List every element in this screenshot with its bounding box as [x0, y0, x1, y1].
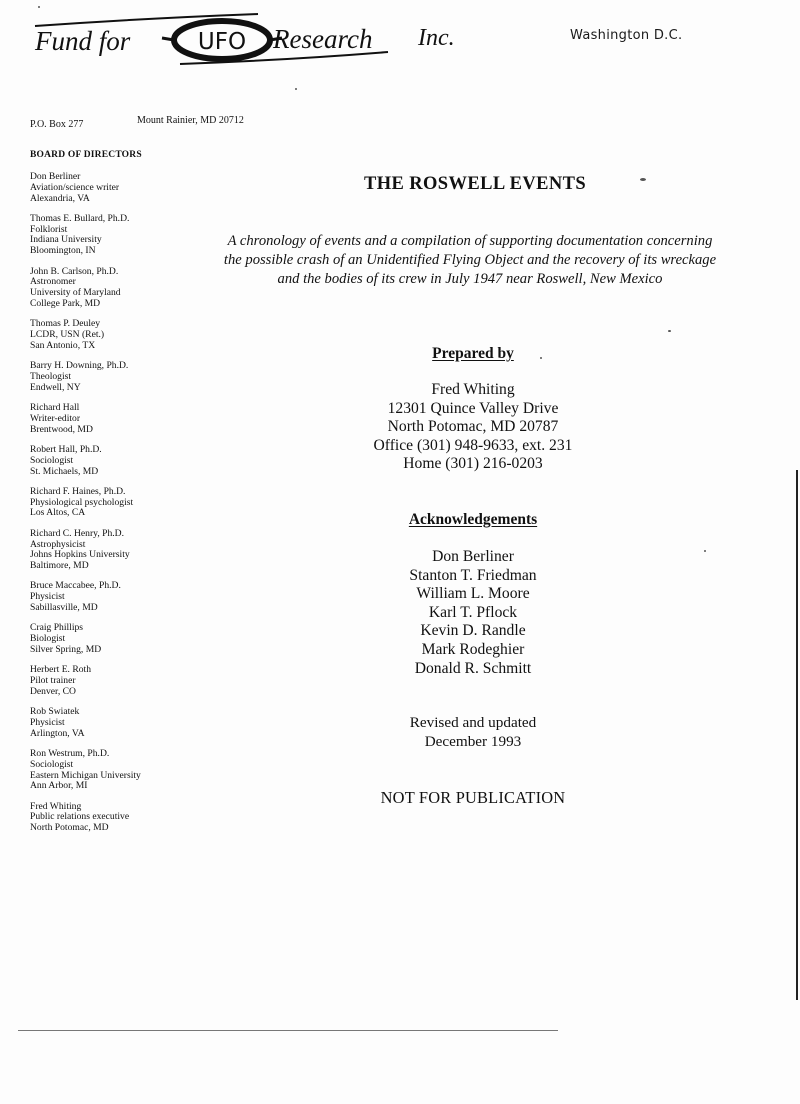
- board-member: [30, 214, 210, 257]
- board-member-detail: Arlington, VA: [30, 727, 85, 739]
- preparer-name: Fred Whiting: [431, 381, 515, 398]
- acknowledgements-heading: Acknowledgements: [408, 511, 538, 528]
- board-member-detail: Brentwood, MD: [30, 423, 93, 435]
- board-member: [30, 172, 210, 204]
- scan-speck: [295, 88, 297, 90]
- board-member-detail: Physicist: [30, 716, 65, 728]
- board-member-detail: Aviation/science writer: [30, 181, 120, 193]
- ack-name: Stanton T. Friedman: [409, 566, 537, 584]
- board-member-detail: University of Maryland: [30, 287, 121, 299]
- prepared-by-heading: Prepared by: [432, 345, 514, 362]
- board-member-name: Ron Westrum, Ph.D.: [30, 747, 110, 759]
- board-member-detail: Johns Hopkins University: [30, 549, 130, 561]
- board-member-name: Richard Hall: [30, 402, 80, 414]
- board-member: [30, 802, 210, 834]
- board-member: [30, 665, 210, 697]
- ack-name: Don Berliner: [432, 548, 514, 565]
- board-member-detail: Public relations executive: [30, 811, 130, 823]
- board-member-name: Rob Swiatek: [30, 706, 80, 718]
- board-member-name: Herbert E. Roth: [30, 664, 92, 676]
- board-member-detail: North Potomac, MD: [30, 822, 109, 834]
- board-member-detail: Theologist: [30, 370, 72, 382]
- board-member-detail: Biologist: [30, 633, 66, 645]
- board-member-detail: Baltimore, MD: [30, 560, 89, 572]
- board-member-detail: St. Michaels, MD: [30, 465, 99, 477]
- ack-name: Karl T. Pflock: [428, 603, 518, 621]
- scan-speck: [704, 550, 706, 552]
- board-member-name: Fred Whiting: [30, 800, 82, 812]
- board-member-detail: Bloomington, IN: [30, 245, 96, 257]
- preparer-office-phone: Office (301) 948-9633, ext. 231: [373, 436, 573, 454]
- scan-speck: [38, 6, 40, 8]
- board-member: [30, 445, 210, 477]
- preparer-home-phone: Home (301) 216-0203: [403, 455, 543, 473]
- board-member: [30, 707, 210, 739]
- board-member: [30, 581, 210, 613]
- board-member-detail: Astronomer: [30, 276, 76, 288]
- acknowledgements-list: [318, 548, 628, 678]
- revision-date: December 1993: [424, 732, 522, 750]
- board-member-detail: Sabillasville, MD: [30, 602, 98, 613]
- board-member: [30, 403, 210, 435]
- revision-note: [318, 714, 628, 751]
- revision-label: Revised and updated: [409, 714, 537, 731]
- scan-speck: [640, 178, 646, 181]
- board-member-detail: LCDR, USN (Ret.): [30, 329, 105, 341]
- board-member-detail: Sociologist: [30, 758, 74, 770]
- board-member-detail: Folklorist: [30, 223, 68, 235]
- board-member-detail: Writer-editor: [30, 412, 81, 424]
- board-member: [30, 487, 210, 519]
- board-member: [30, 529, 210, 572]
- board-member-name: John B. Carlson, Ph.D.: [30, 265, 119, 277]
- ack-name: Mark Rodeghier: [421, 640, 525, 658]
- board-member-detail: Astrophysicist: [30, 538, 86, 550]
- board-member-detail: Los Altos, CA: [30, 507, 86, 519]
- scan-line-bottom: [18, 1030, 558, 1031]
- scan-speck: [668, 330, 671, 332]
- board-member: [30, 361, 210, 393]
- prepared-by-block: [318, 381, 628, 474]
- board-member-name: Richard C. Henry, Ph.D.: [30, 527, 124, 539]
- board-member-name: Don Berliner: [30, 171, 81, 182]
- board-list: [30, 172, 210, 844]
- board-member: [30, 749, 210, 792]
- logo-fund-for: Fund for: [35, 26, 131, 56]
- publication-notice: NOT FOR PUBLICATION: [380, 788, 566, 807]
- board-member-name: Barry H. Downing, Ph.D.: [30, 360, 129, 372]
- board-heading: BOARD OF DIRECTORS: [30, 150, 142, 160]
- ack-name: Donald R. Schmitt: [414, 659, 532, 677]
- scan-speck: [540, 357, 542, 359]
- board-member-name: Thomas P. Deuley: [30, 318, 101, 330]
- ack-name: William L. Moore: [416, 585, 530, 603]
- board-member-detail: College Park, MD: [30, 297, 101, 309]
- board-member: [30, 267, 210, 310]
- document-subtitle: A chronology of events and a compilation of supporting documentation concerning the possible crash of an Unidentified Flying Object and the recovery of its wreckage and the bodies of its crew in July 1947 near Roswell, New Mexico: [223, 233, 717, 287]
- po-box: P.O. Box 277: [30, 119, 84, 130]
- board-member-detail: Sociologist: [30, 454, 74, 466]
- board-member-name: Craig Phillips: [30, 622, 84, 634]
- logo-inc: Inc.: [418, 25, 455, 51]
- board-member-detail: Indiana University: [30, 234, 102, 246]
- preparer-city: North Potomac, MD 20787: [387, 418, 559, 436]
- board-member: [30, 623, 210, 655]
- board-member-detail: Ann Arbor, MI: [30, 780, 88, 792]
- mailing-city: Mount Rainier, MD 20712: [137, 115, 244, 126]
- letterhead-city: Washington D.C.: [570, 28, 683, 43]
- board-member-detail: San Antonio, TX: [30, 339, 96, 351]
- board-member-detail: Pilot trainer: [30, 674, 76, 686]
- board-member-name: Robert Hall, Ph.D.: [30, 443, 102, 455]
- ufo-research-logo: [30, 8, 470, 70]
- board-member-name: Thomas E. Bullard, Ph.D.: [30, 212, 130, 224]
- board-member-detail: Eastern Michigan University: [30, 769, 141, 781]
- preparer-street: 12301 Quince Valley Drive: [387, 399, 559, 417]
- board-member-detail: Endwell, NY: [30, 381, 81, 393]
- logo-ufo: UFO: [197, 29, 247, 55]
- ack-name: Kevin D. Randle: [420, 622, 526, 640]
- board-member-detail: Denver, CO: [30, 685, 76, 697]
- document-title: THE ROSWELL EVENTS: [363, 174, 587, 194]
- board-member-detail: Alexandria, VA: [30, 192, 90, 204]
- board-member-name: Bruce Maccabee, Ph.D.: [30, 580, 121, 592]
- board-member-detail: Silver Spring, MD: [30, 643, 102, 655]
- board-member-detail: Physiological psychologist: [30, 496, 134, 508]
- board-member: [30, 319, 210, 351]
- board-member-detail: Physicist: [30, 591, 65, 603]
- logo-research: Research: [273, 24, 373, 54]
- scan-line-right: [796, 470, 798, 1000]
- board-member-name: Richard F. Haines, Ph.D.: [30, 485, 126, 497]
